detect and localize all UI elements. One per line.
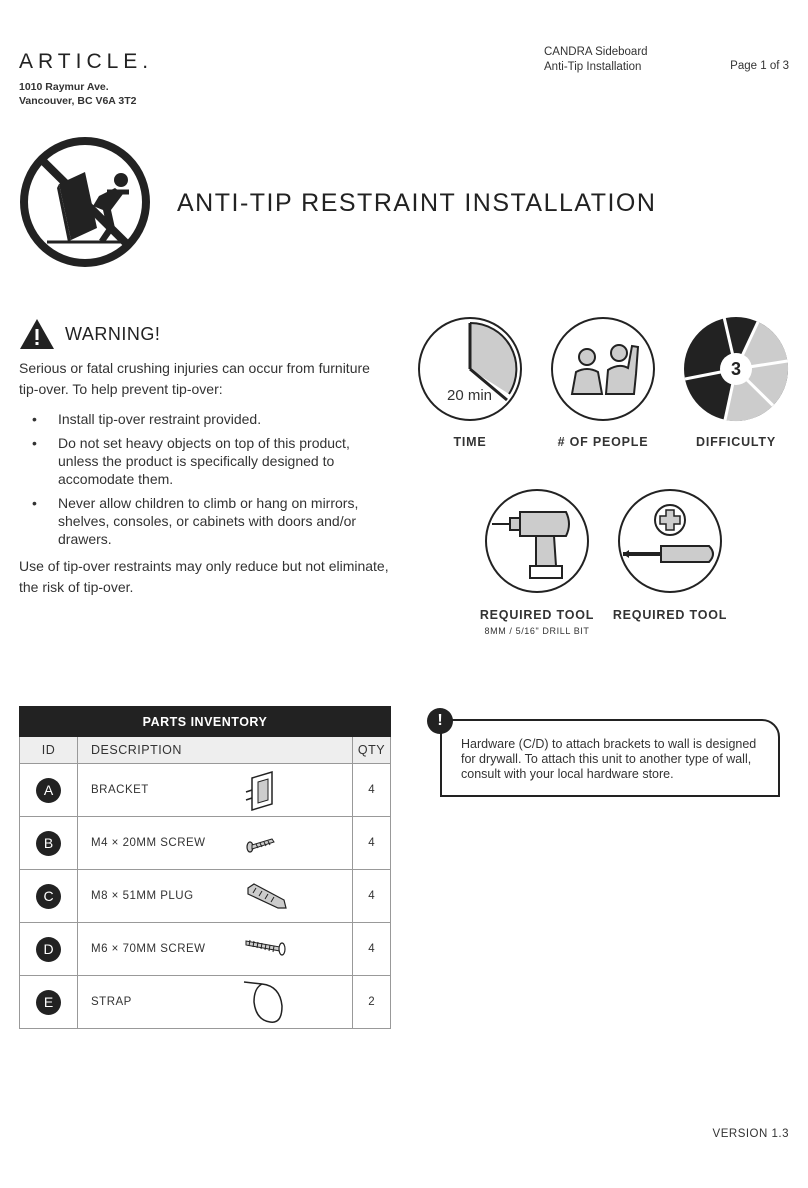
col-qty: QTY <box>353 737 391 764</box>
version-label: VERSION 1.3 <box>712 1128 789 1140</box>
phillips-screwdriver-icon <box>617 488 723 594</box>
part-qty: 2 <box>353 976 391 1029</box>
table-row <box>20 923 391 976</box>
part-description: BRACKET <box>91 784 149 796</box>
warning-bullet: • Install tip-over restraint provided. <box>19 410 389 428</box>
two-people-icon <box>550 316 656 422</box>
warning-bullet: • Do not set heavy objects on top of this product, unless the product is specifically designed to accomodate them. <box>19 434 389 488</box>
part-id-badge: D <box>36 937 61 962</box>
difficulty-value: 3 <box>730 359 741 379</box>
parts-column-header <box>20 737 391 764</box>
screw-icon <box>242 817 352 869</box>
part-description: M6 × 70MM SCREW <box>91 943 206 955</box>
address-line2: Vancouver, BC V6A 3T2 <box>19 95 137 107</box>
time-value: 20 min <box>447 387 493 404</box>
plug-icon <box>242 870 352 922</box>
strap-icon <box>242 976 352 1028</box>
brand-logo: ARTICLE. <box>19 50 154 73</box>
long-screw-icon <box>242 923 352 975</box>
warning-title: WARNING! <box>65 323 161 344</box>
parts-table <box>19 706 391 1029</box>
warning-outro: Use of tip-over restraints may only reduce but not eliminate, the risk of tip-over. <box>19 558 389 595</box>
exclamation-icon: ! <box>427 708 453 734</box>
difficulty-label: DIFFICULTY <box>696 435 776 449</box>
tool1-sublabel: 8MM / 5/16" DRILL BIT <box>484 626 590 636</box>
table-row <box>20 976 391 1029</box>
address <box>19 80 137 108</box>
table-row <box>20 764 391 817</box>
col-id: ID <box>20 737 78 764</box>
table-row <box>20 817 391 870</box>
part-qty: 4 <box>353 817 391 870</box>
time-label: TIME <box>453 435 487 449</box>
page-title: ANTI-TIP RESTRAINT INSTALLATION <box>177 189 657 217</box>
part-id-badge: E <box>36 990 61 1015</box>
part-id-badge: C <box>36 884 61 909</box>
table-row <box>20 870 391 923</box>
part-qty: 4 <box>353 923 391 976</box>
part-description: STRAP <box>91 996 132 1008</box>
warning-list <box>19 410 389 548</box>
part-description: M8 × 51MM PLUG <box>91 890 194 902</box>
parts-heading: PARTS INVENTORY <box>20 707 391 737</box>
warning-bullet: • Never allow children to climb or hang on mirrors, shelves, consoles, or cabinets with doors and/or drawers. <box>19 494 389 548</box>
address-line1: 1010 Raymur Ave. <box>19 81 109 93</box>
page-number: Page 1 of 3 <box>730 60 789 72</box>
warning-text <box>19 358 389 598</box>
product-name: CANDRA Sideboard <box>544 46 648 58</box>
warning-intro: Serious or fatal crushing injuries can occur from furniture tip-over. To help prevent tip-over: <box>19 360 370 397</box>
drill-icon <box>484 488 590 594</box>
warning-heading <box>19 318 160 350</box>
part-description: M4 × 20MM SCREW <box>91 837 206 849</box>
tool1-label: REQUIRED TOOL <box>479 608 595 622</box>
bracket-icon <box>242 764 352 816</box>
col-description: DESCRIPTION <box>78 737 353 764</box>
no-tip-over-icon <box>19 136 151 268</box>
warning-triangle-icon <box>19 318 55 350</box>
hardware-note-text: Hardware (C/D) to attach brackets to wall is designed for drywall. To attach this unit to another type of wall, consult with your local hardware store. <box>461 737 757 781</box>
tool2-label: REQUIRED TOOL <box>612 608 728 622</box>
part-qty: 4 <box>353 870 391 923</box>
part-id-badge: B <box>36 831 61 856</box>
part-qty: 4 <box>353 764 391 817</box>
part-id-badge: A <box>36 778 61 803</box>
clock-icon <box>417 316 523 422</box>
doc-title: Anti-Tip Installation <box>544 61 642 73</box>
doc-info <box>544 45 648 75</box>
people-label: # OF PEOPLE <box>557 435 649 449</box>
